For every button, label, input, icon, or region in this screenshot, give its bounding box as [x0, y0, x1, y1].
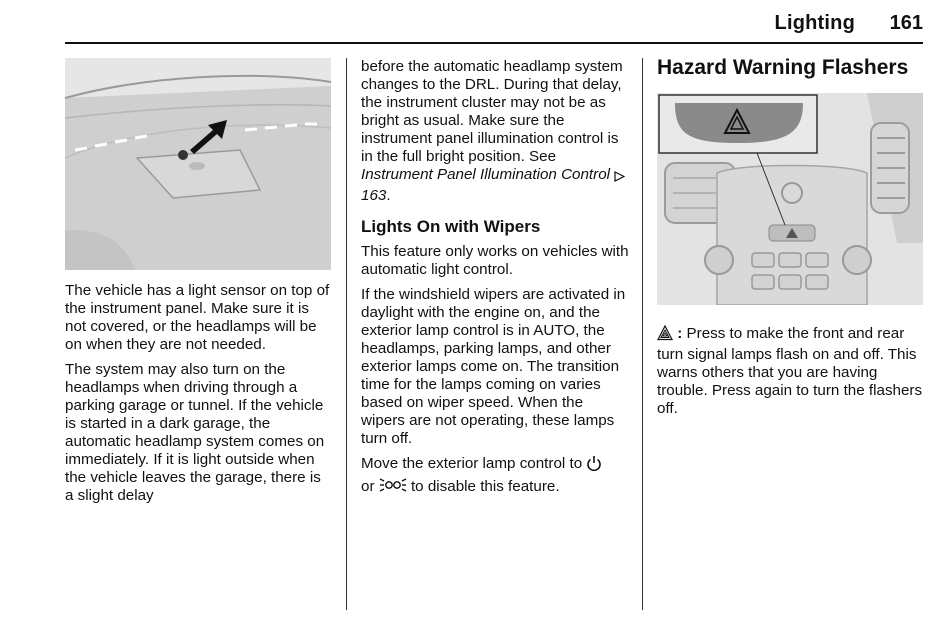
light-sensor-illustration: [65, 58, 331, 270]
column-divider-2: [642, 58, 643, 610]
column-1: [65, 58, 333, 512]
page-header: [65, 0, 923, 44]
heading-hazard-warning-flashers: Hazard Warning Flashers: [657, 56, 909, 79]
heading-lights-on-with-wipers: Lights On with Wipers: [361, 217, 541, 236]
paragraph-wiper-activation: If the windshield wipers are activated in daylight with the engine on, and the exterior lamp control is in AUTO, the headlamps, parking lamps, and other exterior lamps come on. The transition time for the lamps coming on varies based on wiper speed. When the wipers are not operating, these lamps turn off.: [361, 286, 626, 447]
disable-text-a: Move the exterior lamp control to: [361, 455, 587, 472]
paragraph-parking-garage: The system may also turn on the headlamps when driving through a parking garage or tunnel. If the vehicle is started in a dark garage, the automatic headlamp system comes on immediately. If it is light outside when the vehicle leaves the garage, there is a slight delay: [65, 361, 325, 504]
hazard-colon: :: [673, 325, 683, 342]
parking-lamps-icon: [379, 476, 407, 499]
paragraph-disable-feature: [361, 455, 631, 499]
paragraph-drl-delay: before the automatic headlamp system changes to the DRL. During that delay, the instrument cluster may not be as bright as usual. Make sure the instrument panel illumination control is in the full bright position. See Instrument Panel Illumination Control 163.: [361, 58, 631, 205]
page-reference-icon: [614, 169, 625, 187]
disable-text-b: or: [361, 478, 379, 495]
disable-text-c: to disable this feature.: [406, 478, 560, 495]
section-title: Lighting: [774, 12, 855, 34]
paragraph-light-sensor: The vehicle has a light sensor on top of the instrument panel. Make sure it is not covered, or the headlamps will be on when they are not needed.: [65, 282, 330, 353]
hazard-text: Press to make the front and rear turn signal lamps flash on and off. This warns others that you are having trouble. Press again to turn the flashers off.: [657, 325, 923, 417]
paragraph-hazard-instructions: [657, 325, 923, 418]
cross-reference-page[interactable]: 163: [361, 187, 387, 204]
page-number: 161: [889, 12, 923, 34]
drl-delay-text: before the automatic headlamp system changes to the DRL. During that delay, the instrument cluster may not be as bright as usual. Make sure the instrument panel illumination control is in the full bright position. See: [361, 58, 623, 165]
hazard-triangle-icon: [657, 325, 673, 346]
column-2: [361, 58, 631, 506]
column-divider-1: [346, 58, 347, 610]
column-3: [657, 55, 923, 425]
cross-reference-link[interactable]: Instrument Panel Illumination Control: [361, 166, 611, 183]
hazard-button-illustration: [657, 93, 923, 305]
paragraph-feature-availability: This feature only works on vehicles with automatic light control.: [361, 243, 629, 278]
power-off-icon: [586, 455, 602, 476]
